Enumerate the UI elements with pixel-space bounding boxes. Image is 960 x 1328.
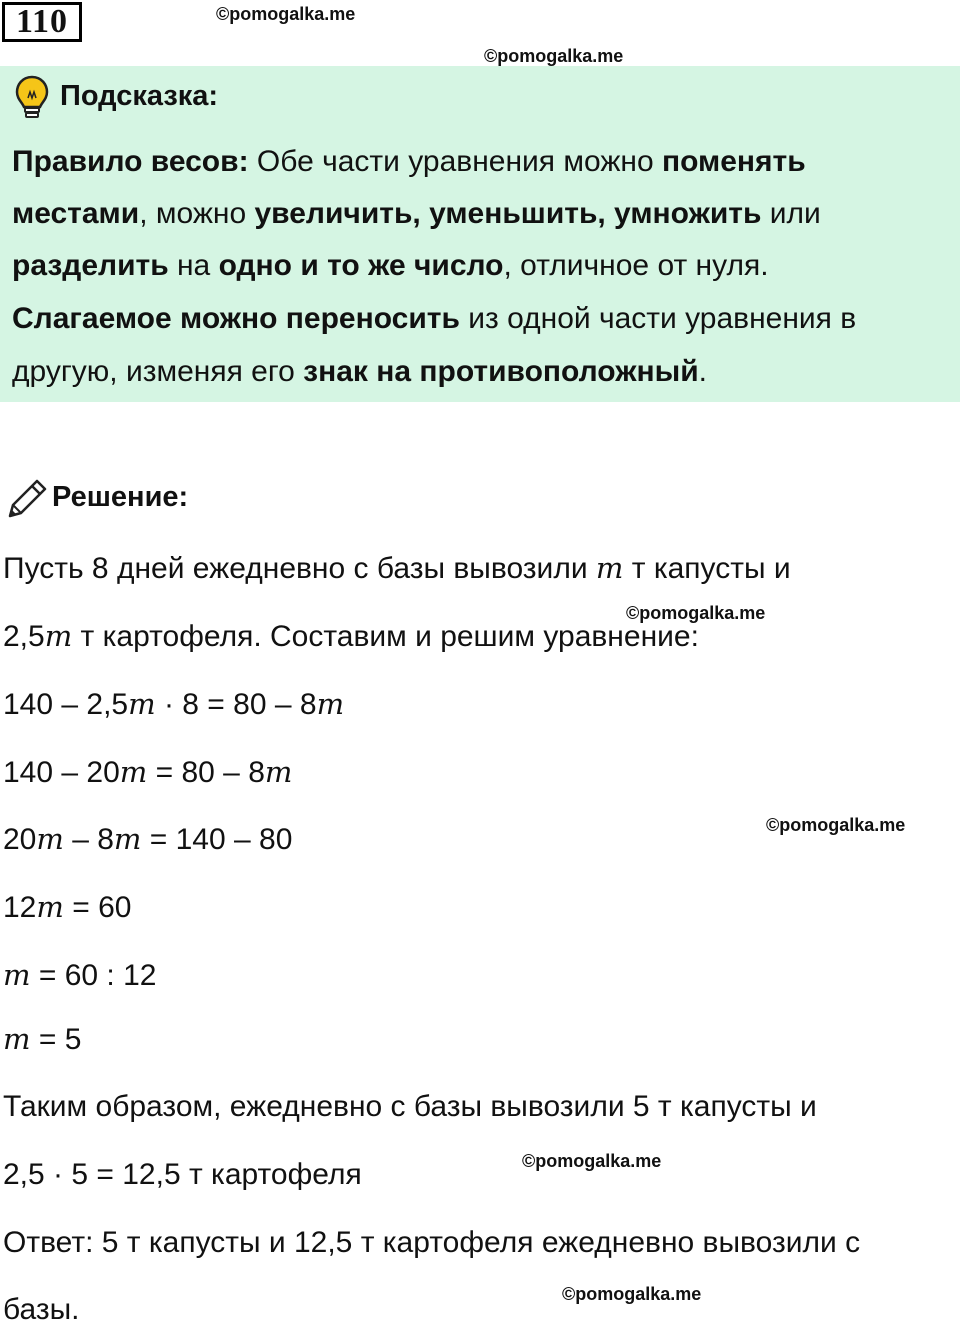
solution-line xyxy=(3,1292,80,1328)
solution-line xyxy=(3,889,131,926)
math-variable: m xyxy=(44,619,73,653)
math-variable: m xyxy=(113,822,142,856)
solution-text: = 80 – 8 xyxy=(147,756,265,789)
solution-text: 140 – 20 xyxy=(3,756,120,789)
lightbulb-icon xyxy=(14,74,50,120)
pencil-icon xyxy=(4,476,50,522)
hint-bold-text: Слагаемое можно переносить xyxy=(12,302,460,335)
solution-text: 12 xyxy=(3,891,37,924)
solution-line xyxy=(3,618,699,655)
solution-title: Решение: xyxy=(52,481,189,513)
solution-line xyxy=(3,1157,362,1193)
hint-text: из одной части уравнения в xyxy=(459,302,857,335)
hint-line xyxy=(12,355,707,389)
hint-bold-text: Правило весов: xyxy=(12,145,249,178)
math-variable: m xyxy=(128,687,156,721)
task-number: 110 xyxy=(2,2,82,42)
math-variable: m xyxy=(36,890,64,924)
hint-bold-text: разделить xyxy=(12,249,169,282)
solution-text: = 60 xyxy=(63,891,132,924)
solution-text: 140 – 2,5 xyxy=(3,688,129,721)
hint-title: Подсказка: xyxy=(60,80,219,112)
solution-line xyxy=(3,821,292,858)
solution-text: Ответ: 5 т капусты и 12,5 т картофеля ежедневно вывозили с xyxy=(3,1226,861,1259)
math-variable: m xyxy=(264,755,293,789)
watermark: ©pomogalka.me xyxy=(484,46,624,66)
solution-line xyxy=(3,1225,860,1261)
solution-line xyxy=(3,1089,817,1125)
math-variable: m xyxy=(595,551,624,585)
solution-line xyxy=(3,957,156,994)
solution-text: · 8 = 80 – 8 xyxy=(155,688,317,721)
solution-line xyxy=(3,686,344,723)
hint-text: , можно xyxy=(139,197,255,230)
solution-text: 2,5 · 5 = 12,5 т картофеля xyxy=(3,1158,362,1191)
watermark: ©pomogalka.me xyxy=(522,1151,662,1171)
hint-line xyxy=(12,145,806,179)
solution-text: Таким образом, ежедневно с базы вывозили 5 т капусты и xyxy=(3,1090,817,1123)
hint-bold-text: местами xyxy=(12,197,140,230)
solution-line xyxy=(3,1021,81,1058)
solution-text: т картофеля. Составим и решим уравнение: xyxy=(72,620,699,653)
watermark: ©pomogalka.me xyxy=(562,1284,702,1304)
watermark: ©pomogalka.me xyxy=(216,4,356,24)
hint-text: другую, изменяя его xyxy=(12,355,304,388)
hint-text: . xyxy=(698,355,707,388)
hint-line xyxy=(12,249,769,283)
hint-text: или xyxy=(761,197,821,230)
solution-text: 20 xyxy=(3,823,37,856)
math-variable: m xyxy=(119,755,148,789)
hint-text: на xyxy=(168,249,219,282)
solution-line xyxy=(3,754,292,791)
math-variable: m xyxy=(3,958,31,992)
hint-bold-text: знак на противоположный xyxy=(303,355,699,388)
solution-text: базы. xyxy=(3,1293,80,1326)
watermark: ©pomogalka.me xyxy=(766,815,906,835)
math-variable: m xyxy=(316,687,345,721)
solution-text: – 8 xyxy=(63,823,114,856)
solution-text: = 140 – 80 xyxy=(141,823,293,856)
solution-text: Пусть 8 дней ежедневно с базы вывозили xyxy=(3,552,596,585)
watermark: ©pomogalka.me xyxy=(626,603,766,623)
solution-line xyxy=(3,550,791,587)
hint-box xyxy=(0,66,960,402)
hint-line xyxy=(12,302,856,336)
hint-bold-text: увеличить, уменьшить, умножить xyxy=(254,197,762,230)
math-variable: m xyxy=(36,822,64,856)
solution-text: т капусты и xyxy=(623,552,791,585)
solution-text: = 5 xyxy=(30,1023,82,1056)
hint-text: Обе части уравнения можно xyxy=(248,145,662,178)
solution-text: = 60 : 12 xyxy=(30,959,157,992)
solution-text: 2,5 xyxy=(3,620,45,653)
hint-line xyxy=(12,197,821,231)
math-variable: m xyxy=(3,1022,31,1056)
hint-bold-text: одно и то же число xyxy=(218,249,504,282)
hint-text: , отличное от нуля. xyxy=(503,249,769,282)
hint-bold-text: поменять xyxy=(662,145,806,178)
